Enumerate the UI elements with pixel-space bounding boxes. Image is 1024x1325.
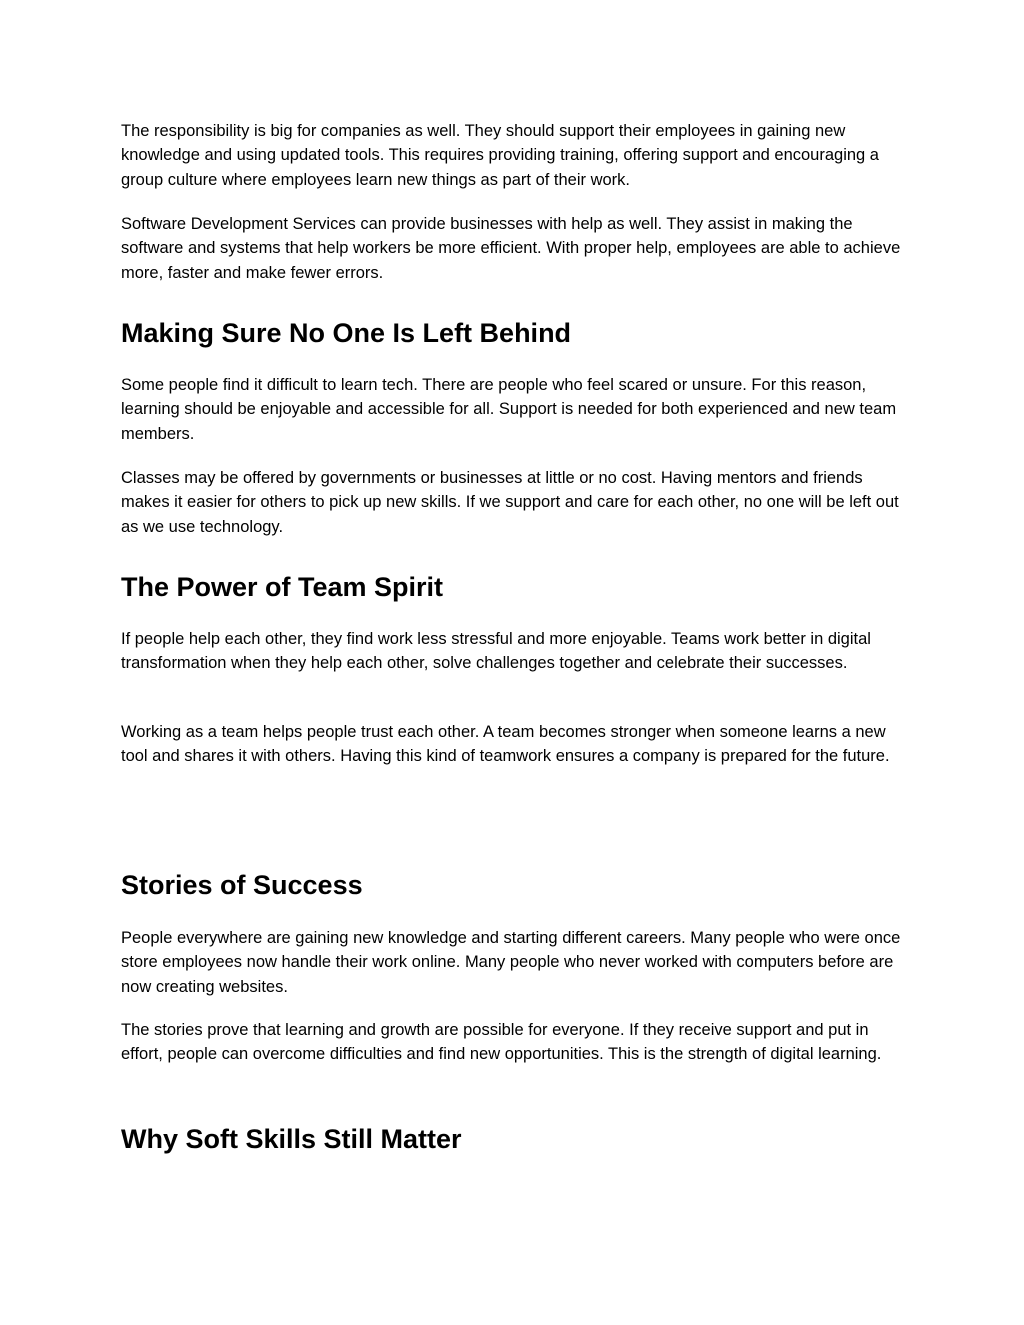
paragraph-new-careers: People everywhere are gaining new knowledge and starting different careers. Many people who were once store employees now handle their work online. Many people who never worked with computers before are now creating websites. bbox=[121, 929, 901, 996]
heading-no-one-left-behind: Making Sure No One Is Left Behind bbox=[121, 318, 572, 348]
paragraph-help-each-other: If people help each other, they find work less stressful and more enjoyable. Teams work better in digital transformation when they help each other, solve challenges together and celebrate their successes. bbox=[121, 630, 871, 673]
heading-stories-of-success: Stories of Success bbox=[121, 870, 363, 900]
paragraph-classes-offered: Classes may be offered by governments or businesses at little or no cost. Having mentors and friends makes it easier for others to pick up new skills. If we support and care for each other, no one will be left out as we use technology. bbox=[121, 469, 899, 536]
paragraph-company-responsibility: The responsibility is big for companies as well. They should support their employees in gaining new knowledge and using updated tools. This requires providing training, offering support and encouraging a group culture where employees learn new things as part of their work. bbox=[121, 122, 879, 189]
heading-soft-skills: Why Soft Skills Still Matter bbox=[121, 1124, 462, 1154]
paragraph-difficult-tech: Some people find it difficult to learn tech. There are people who feel scared or unsure. For this reason, learning should be enjoyable and accessible for all. Support is needed for both experienced and new team members. bbox=[121, 376, 897, 443]
paragraph-software-services: Software Development Services can provide businesses with help as well. They assist in making the software and systems that help workers be more efficient. With proper help, employees are able to achieve more, faster and make fewer errors. bbox=[121, 215, 901, 282]
heading-team-spirit: The Power of Team Spirit bbox=[121, 572, 444, 602]
paragraph-team-trust: Working as a team helps people trust each other. A team becomes stronger when someone learns a new tool and shares it with others. Having this kind of teamwork ensures a company is prepared for the future. bbox=[121, 723, 890, 766]
paragraph-stories-prove: The stories prove that learning and growth are possible for everyone. If they receive support and put in effort, people can overcome difficulties and find new opportunities. This is the strength of digital learning. bbox=[121, 1021, 882, 1064]
